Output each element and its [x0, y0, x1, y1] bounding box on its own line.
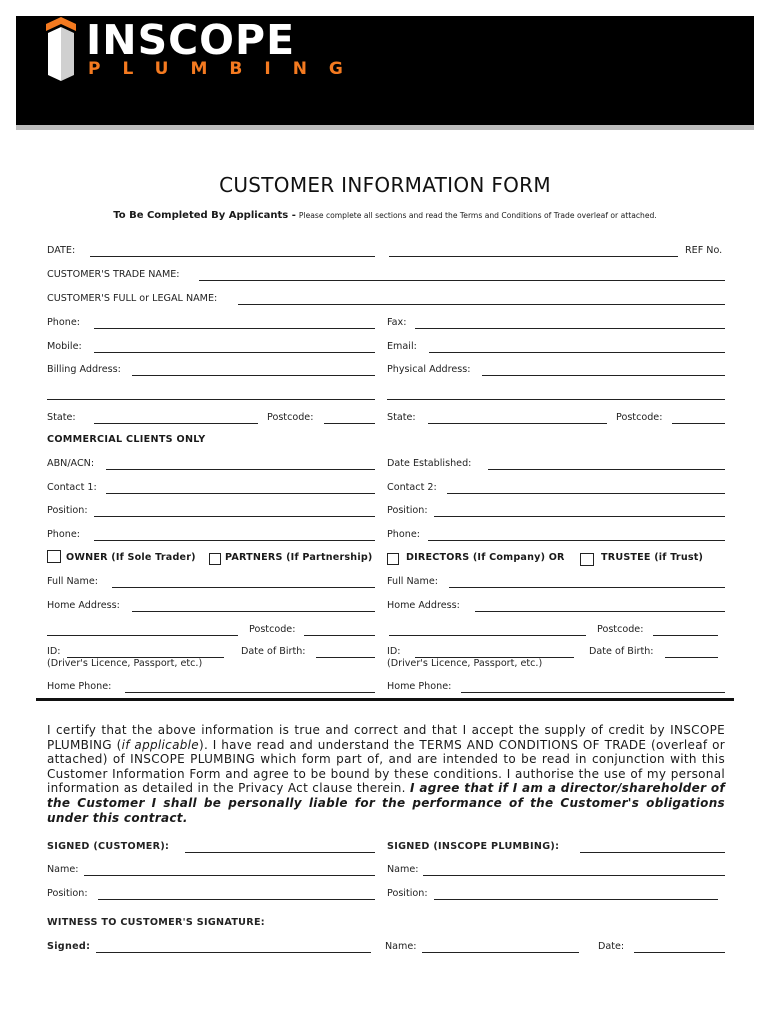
- home-address1-field[interactable]: [132, 611, 375, 612]
- dob2-field[interactable]: [665, 657, 718, 658]
- ref-label: REF No.: [685, 245, 723, 256]
- witness-date-label: Date:: [598, 941, 625, 952]
- commercial-phone2-label: Phone:: [387, 529, 420, 540]
- billing-postcode-label: Postcode:: [267, 412, 314, 423]
- mobile-label: Mobile:: [47, 341, 82, 352]
- sign-position1-label: Position:: [47, 888, 88, 899]
- witness-signed-field[interactable]: [96, 952, 371, 953]
- phone-field[interactable]: [94, 328, 375, 329]
- physical-postcode-field[interactable]: [672, 423, 725, 424]
- instructions-bold: To Be Completed By Applicants -: [113, 210, 296, 221]
- home-phone2-label: Home Phone:: [387, 681, 452, 692]
- home-address2-field[interactable]: [475, 611, 725, 612]
- declaration-liability: I agree that if I am a director/shareholder of the Customer I shall be personally liable for the performance of the Customer's obligations under this contract.: [47, 781, 725, 825]
- witness-name-field[interactable]: [422, 952, 579, 953]
- home-postcode1-field[interactable]: [304, 635, 375, 636]
- home-address2-label: Home Address:: [387, 600, 460, 611]
- billing-state-field[interactable]: [94, 423, 258, 424]
- billing-address-line2[interactable]: [47, 399, 375, 400]
- email-field[interactable]: [429, 352, 725, 353]
- trade-name-label: CUSTOMER'S TRADE NAME:: [47, 269, 180, 280]
- signed-customer-field[interactable]: [185, 852, 375, 853]
- contact1-field[interactable]: [106, 493, 375, 494]
- billing-postcode-field[interactable]: [324, 423, 375, 424]
- partners-checkbox[interactable]: [209, 553, 221, 565]
- owner-label: OWNER (If Sole Trader): [66, 552, 196, 563]
- signed-inscope-label: SIGNED (INSCOPE PLUMBING):: [387, 841, 560, 852]
- dob2-label: Date of Birth:: [589, 646, 654, 657]
- contact1-label: Contact 1:: [47, 482, 97, 493]
- declaration-text: [47, 723, 725, 825]
- position1-field[interactable]: [94, 516, 375, 517]
- brand-name: INSCOPE: [86, 16, 296, 64]
- position1-label: Position:: [47, 505, 88, 516]
- physical-address-field[interactable]: [482, 375, 725, 376]
- billing-address-field[interactable]: [132, 375, 375, 376]
- instructions-text: Please complete all sections and read the Terms and Conditions of Trade overleaf or attached.: [298, 211, 657, 220]
- directors-checkbox[interactable]: [387, 553, 399, 565]
- physical-state-field[interactable]: [428, 423, 607, 424]
- witness-date-field[interactable]: [634, 952, 725, 953]
- dob1-label: Date of Birth:: [241, 646, 306, 657]
- id1-note: (Driver's Licence, Passport, etc.): [47, 658, 203, 669]
- witness-name-label: Name:: [385, 941, 417, 952]
- physical-postcode-label: Postcode:: [616, 412, 663, 423]
- home-address1-line2[interactable]: [47, 635, 238, 636]
- commercial-phone2-field[interactable]: [428, 540, 725, 541]
- home-postcode1-label: Postcode:: [249, 624, 296, 635]
- home-address1-label: Home Address:: [47, 600, 120, 611]
- position2-field[interactable]: [434, 516, 725, 517]
- signed-inscope-field[interactable]: [580, 852, 725, 853]
- abn-label: ABN/ACN:: [47, 458, 95, 469]
- contact2-label: Contact 2:: [387, 482, 437, 493]
- date-established-field[interactable]: [488, 469, 725, 470]
- sign-name1-label: Name:: [47, 864, 79, 875]
- date-label: DATE:: [47, 245, 76, 256]
- section-divider: [36, 698, 734, 701]
- trustee-checkbox[interactable]: [580, 553, 594, 566]
- date-established-label: Date Established:: [387, 458, 472, 469]
- trustee-label: TRUSTEE (if Trust): [601, 552, 704, 563]
- legal-name-field[interactable]: [238, 304, 725, 305]
- witness-signed-label: Signed:: [47, 941, 91, 952]
- sign-position2-field[interactable]: [434, 899, 718, 900]
- ref-field[interactable]: [389, 256, 678, 257]
- witness-heading: WITNESS TO CUSTOMER'S SIGNATURE:: [47, 917, 265, 928]
- trade-name-field[interactable]: [199, 280, 725, 281]
- home-postcode2-label: Postcode:: [597, 624, 644, 635]
- billing-address-label: Billing Address:: [47, 364, 121, 375]
- form-title: CUSTOMER INFORMATION FORM: [219, 173, 551, 197]
- abn-field[interactable]: [106, 469, 375, 470]
- contact2-field[interactable]: [447, 493, 725, 494]
- form-instructions: [0, 210, 770, 221]
- billing-state-label: State:: [47, 412, 76, 423]
- brand-subtitle: PLUMBING: [88, 59, 365, 79]
- id2-label: ID:: [387, 646, 401, 657]
- home-phone1-label: Home Phone:: [47, 681, 112, 692]
- commercial-phone1-field[interactable]: [94, 540, 375, 541]
- full-name2-label: Full Name:: [387, 576, 438, 587]
- directors-label: DIRECTORS (If Company) OR: [406, 552, 565, 563]
- physical-state-label: State:: [387, 412, 416, 423]
- signed-customer-label: SIGNED (CUSTOMER):: [47, 841, 170, 852]
- fax-label: Fax:: [387, 317, 407, 328]
- declaration-part2: ). I have read and understand the TERMS AND CONDITIONS OF TRADE (overleaf or attached) of INSCOPE PLUMBING which form part of, and are intended to be read in conjunction with this Customer Information Form and agree to be bound by these conditions. I authorise the use of my personal information as detailed in the Privacy Act clause therein.: [47, 737, 725, 796]
- commercial-phone1-label: Phone:: [47, 529, 80, 540]
- id2-note: (Driver's Licence, Passport, etc.): [387, 658, 543, 669]
- home-phone2-field[interactable]: [461, 692, 725, 693]
- declaration-part1: I certify that the above information is true and correct and that I accept the supply of credit by INSCOPE PLUMBING (: [47, 723, 725, 752]
- sign-name1-field[interactable]: [84, 875, 375, 876]
- physical-address-line2[interactable]: [387, 399, 725, 400]
- inscope-logo-icon: [46, 17, 76, 81]
- physical-address-label: Physical Address:: [387, 364, 471, 375]
- full-name2-field[interactable]: [449, 587, 725, 588]
- mobile-field[interactable]: [94, 352, 375, 353]
- commercial-section-heading: COMMERCIAL CLIENTS ONLY: [47, 434, 206, 445]
- partners-label: PARTNERS (If Partnership): [225, 552, 373, 563]
- sign-position1-field[interactable]: [98, 899, 375, 900]
- home-postcode2-field[interactable]: [653, 635, 718, 636]
- date-field[interactable]: [90, 256, 375, 257]
- phone-label: Phone:: [47, 317, 80, 328]
- id1-label: ID:: [47, 646, 61, 657]
- legal-name-label: CUSTOMER'S FULL or LEGAL NAME:: [47, 293, 218, 304]
- fax-field[interactable]: [415, 328, 725, 329]
- position2-label: Position:: [387, 505, 428, 516]
- sign-name2-label: Name:: [387, 864, 419, 875]
- owner-checkbox[interactable]: [47, 550, 61, 563]
- dob1-field[interactable]: [316, 657, 375, 658]
- header-divider: [16, 125, 754, 130]
- full-name1-label: Full Name:: [47, 576, 98, 587]
- full-name1-field[interactable]: [112, 587, 375, 588]
- email-label: Email:: [387, 341, 417, 352]
- home-address2-line2[interactable]: [389, 635, 586, 636]
- sign-position2-label: Position:: [387, 888, 428, 899]
- declaration-italic: if applicable: [121, 737, 199, 752]
- sign-name2-field[interactable]: [423, 875, 725, 876]
- home-phone1-field[interactable]: [125, 692, 375, 693]
